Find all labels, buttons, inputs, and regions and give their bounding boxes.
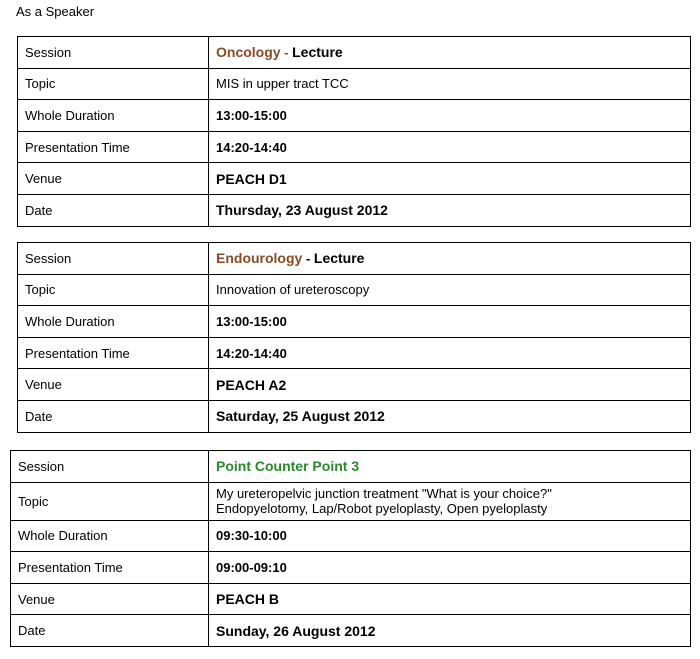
session-table-oncology (17, 36, 691, 227)
table-row (18, 194, 691, 226)
whole-duration-value: 13:00-15:00 (209, 100, 691, 132)
table-row (18, 369, 691, 401)
table-row (11, 520, 691, 552)
session-label: Session (18, 243, 209, 275)
presentation-time-label: Presentation Time (11, 552, 209, 584)
session-separator: - (280, 45, 293, 61)
session-type: Lecture (313, 250, 365, 267)
presentation-time-label: Presentation Time (18, 337, 209, 369)
session-name: Endourology (216, 250, 303, 267)
table-row (18, 163, 691, 195)
table-row (18, 243, 691, 275)
page-heading: As a Speaker (16, 4, 95, 19)
topic-label: Topic (18, 68, 209, 100)
table-row (18, 68, 691, 100)
table-row (18, 37, 691, 69)
date-label: Date (18, 194, 209, 226)
whole-duration-label: Whole Duration (18, 100, 209, 132)
venue-value: PEACH B (209, 583, 691, 615)
table-row (18, 274, 691, 306)
date-value: Saturday, 25 August 2012 (209, 400, 691, 432)
session-value (209, 451, 691, 483)
date-label: Date (18, 400, 209, 432)
session-label: Session (11, 451, 209, 483)
table-row (11, 583, 691, 615)
date-value: Sunday, 26 August 2012 (209, 615, 691, 647)
topic-line-1: My ureteropelvic junction treatment "What is your choice?" (216, 486, 552, 502)
table-row (18, 131, 691, 163)
venue-label: Venue (11, 583, 209, 615)
date-value: Thursday, 23 August 2012 (209, 194, 691, 226)
table-row (18, 306, 691, 338)
table-row (18, 100, 691, 132)
table-row (11, 552, 691, 584)
venue-value: PEACH A2 (209, 369, 691, 401)
session-table-endourology (17, 242, 691, 433)
venue-value: PEACH D1 (209, 163, 691, 195)
session-name: Point Counter Point 3 (216, 458, 360, 475)
topic-line-2: Endopyelotomy, Lap/Robot pyeloplasty, Open pyeloplasty (216, 501, 548, 517)
table-row (11, 615, 691, 647)
topic-value: Innovation of ureteroscopy (209, 274, 691, 306)
topic-label: Topic (18, 274, 209, 306)
topic-value (209, 482, 691, 520)
session-value (209, 37, 691, 69)
topic-label: Topic (11, 482, 209, 520)
venue-label: Venue (18, 163, 209, 195)
session-type: Lecture (292, 44, 343, 61)
whole-duration-label: Whole Duration (11, 520, 209, 552)
whole-duration-value: 13:00-15:00 (209, 306, 691, 338)
topic-value: MIS in upper tract TCC (209, 68, 691, 100)
table-row (11, 451, 691, 483)
session-name: Oncology (216, 44, 281, 61)
presentation-time-value: 14:20-14:40 (209, 131, 691, 163)
presentation-time-label: Presentation Time (18, 131, 209, 163)
whole-duration-value: 09:30-10:00 (209, 520, 691, 552)
session-table-point-counter-point (10, 450, 691, 647)
date-label: Date (11, 615, 209, 647)
table-row (11, 482, 691, 520)
table-row (18, 337, 691, 369)
session-label: Session (18, 37, 209, 69)
table-row (18, 400, 691, 432)
presentation-time-value: 14:20-14:40 (209, 337, 691, 369)
session-value (209, 243, 691, 275)
session-separator: - (302, 251, 314, 267)
whole-duration-label: Whole Duration (18, 306, 209, 338)
presentation-time-value: 09:00-09:10 (209, 552, 691, 584)
venue-label: Venue (18, 369, 209, 401)
